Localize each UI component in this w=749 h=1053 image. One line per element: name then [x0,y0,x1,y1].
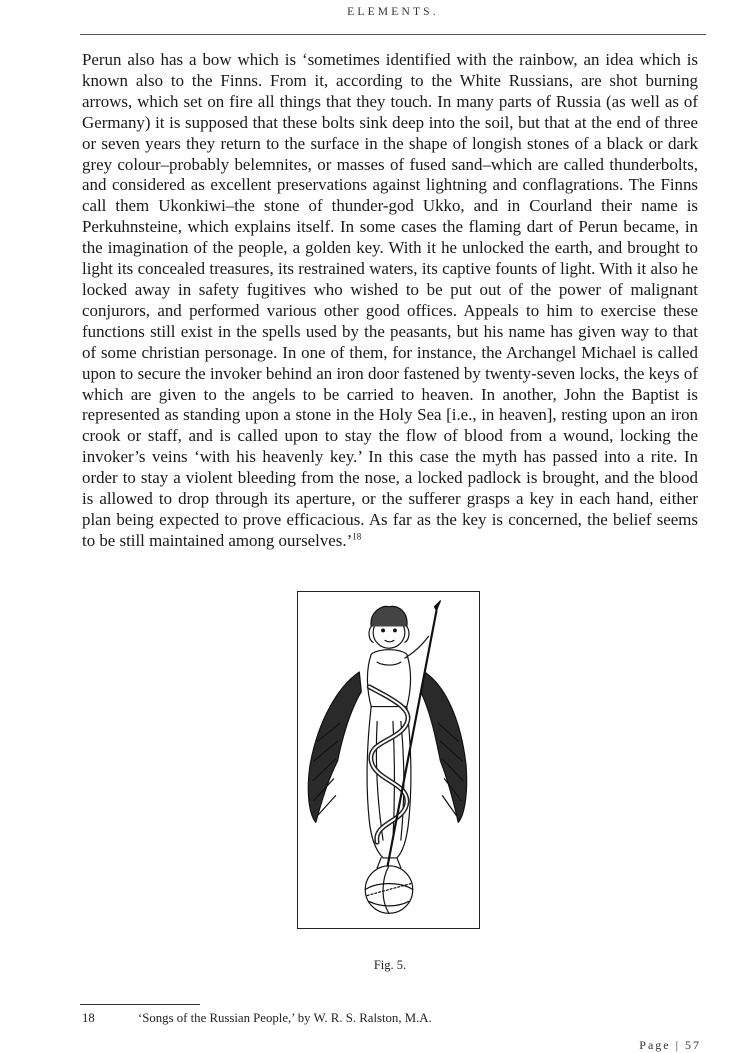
footnote-rule [80,1004,200,1005]
page-number: Page | 57 [639,1038,701,1052]
winged-figure-illustration [298,592,479,928]
paragraph-text: Perun also has a bow which is ‘sometimes identified with the rainbow, an idea which is known also to the Finns. From it, according to the White Russians, are shot burning arrows, which set on fire all things that they touch. In many parts of Russia (as well as of Germany) it is supposed that these bolts sink deep into the soil, but that at the end of three or seven years they return to the surface in the shape of longish stones of a black or dark grey colour–probably belemnites, or masses of fused sand–which are called thunderbolts, and considered as excellent preservations against lightning and conflagrations. The Finns call them Ukonkiwi–the stone of thunder-god Ukko, and in Courland their name is Perkuhnsteine, which explains itself. In some cases the flaming dart of Perun became, in the imagination of the people, a golden key. With it he unlocked the earth, and brought to light its concealed treasures, its restrained waters, its captive founts of light. With it also he locked away in safety fugitives who wished to be put out of the power of malignant conjurors, and performed various other good offices. Appeals to him to exercise these functions still exist in the spells used by the peasants, but his name has given way to that of some christian personage. In one of them, for instance, the Archangel Michael is called upon to secure the invoker behind an iron door fastened by twenty-seven locks, the keys of which are given to the angels to be carried to heaven. In another, John the Baptist is represented as standing upon a stone in the Holy Sea [i.e., in heaven], resting upon an iron crook or staff, and is called upon to stay the flow of blood from a wound, locking the invoker’s veins ‘with his heavenly key.’ In this case the myth has passed into a rite. In order to stay a violent bleeding from the nose, a locked padlock is brought, and the blood is allowed to drop through its aperture, or the sufferer grasps a key in each hand, either plan being expected to prove efficacious. As far as the key is concerned, the belief seems to be still maintained among ourselves.’ [82,50,698,550]
figure-caption: Fig. 5. [373,958,407,972]
footnote-reference: 18 [352,531,362,542]
footnote-text: ‘Songs of the Russian People,’ by W. R. S. Ralston, M.A. [138,1011,432,1025]
footnote-number: 18 [82,1011,95,1025]
figure-woodcut [297,591,480,929]
running-head: ELEMENTS. [347,6,439,18]
body-paragraph [82,50,698,552]
footnote [82,1011,702,1026]
header-rule [80,34,706,35]
